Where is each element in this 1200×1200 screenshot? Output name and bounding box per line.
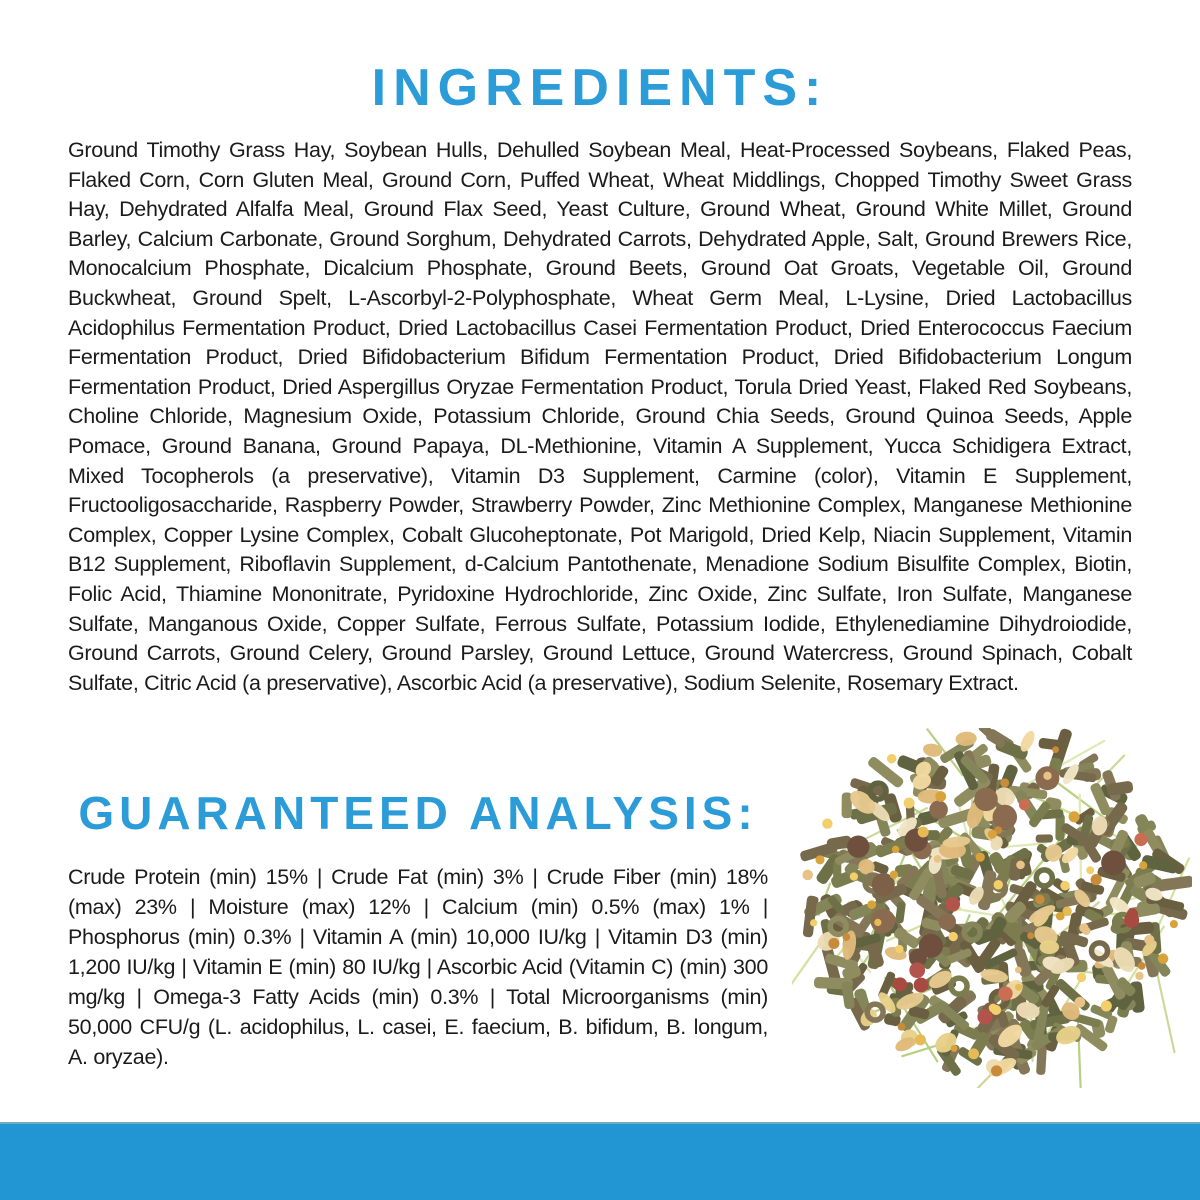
guaranteed-analysis-heading: GUARANTEED ANALYSIS: [78,787,758,839]
guaranteed-analysis-section [68,787,768,1094]
guaranteed-analysis-text: Crude Protein (min) 15% | Crude Fat (min) 3% | Crude Fiber (min) 18% (max) 23% | Moisture (max) 12% | Calcium (min) 0.5% (max) 1% | Phosphorus (min) 0.3% | Vitamin A (min) 10,000 IU/kg | Vitamin D3 (min) 1,200 IU/kg | Vitamin E (min) 80 IU/kg | Ascorbic Acid (Vitamin C) (min) 300 mg/kg | Omega-3 Fatty Acids (min) 0.3% | Total Microorganisms (min) 50,000 CFU/g (L. acidophilus, L. casei, E. faecium, B. bifidum, B. longum, A. oryzae). [68,865,768,1069]
ingredients-list-text: Ground Timothy Grass Hay, Soybean Hulls, Dehulled Soybean Meal, Heat-Processed Soybeans, Flaked Peas, Flaked Corn, Corn Gluten Meal, Ground Corn, Puffed Wheat, Wheat Middlings, Chopped Timothy Sweet Grass Hay, Dehydrated Alfalfa Meal, Ground Flax Seed, Yeast Culture, Ground Wheat, Ground White Millet, Ground Barley, Calcium Carbonate, Ground Sorghum, Dehydrated Carrots, Dehydrated Apple, Salt, Ground Brewers Rice, Monocalcium Phosphate, Dicalcium Phosphate, Ground Beets, Ground Oat Groats, Vegetable Oil, Ground Buckwheat, Ground Spelt, L-Ascorbyl-2-Polyphosphate, Wheat Germ Meal, L-Lysine, Dried Lactobacillus Acidophilus Fermentation Product, Dried Lactobacillus Casei Fermentation Product, Dried Enterococcus Faecium Fermentation Product, Dried Bifidobacterium Bifidum Fermentation Product, Dried Bifidobacterium Longum Fermentation Product, Dried Aspergillus Oryzae Fermentation Product, Torula Dried Yeast, Flaked Red Soybeans, Choline Chloride, Magnesium Oxide, Potassium Chloride, Ground Chia Seeds, Ground Quinoa Seeds, Apple Pomace, Ground Banana, Ground Papaya, DL-Methionine, Vitamin A Supplement, Yucca Schidigera Extract, Mixed Tocopherols (a preservative), Vitamin D3 Supplement, Carmine (color), Vitamin E Supplement, Fructooligosaccharide, Raspberry Powder, Strawberry Powder, Zinc Methionine Complex, Manganese Methionine Complex, Copper Lysine Complex, Cobalt Glucoheptonate, Pot Marigold, Dried Kelp, Niacin Supplement, Vitamin B12 Supplement, Riboflavin Supplement, d-Calcium Pantothenate, Menadione Sodium Bisulfite Complex, Biotin, Folic Acid, Thiamine Mononitrate, Pyridoxine Hydrochloride, Zinc Oxide, Zinc Sulfate, Iron Sulfate, Manganese Sulfate, Manganous Oxide, Copper Sulfate, Ferrous Sulfate, Potassium Iodide, Ethylenediamine Dihydroiodide, Ground Carrots, Ground Celery, Ground Parsley, Ground Lettuce, Ground Watercress, Ground Spinach, Cobalt Sulfate, Citric Acid (a preservative), Ascorbic Acid (a preservative), Sodium Selenite, Rosemary Extract. [68,138,1132,695]
ingredients-heading: INGREDIENTS: [371,59,829,117]
small-animal-food-mix-photo [792,728,1192,1088]
bottom-accent-bar [0,1122,1200,1200]
